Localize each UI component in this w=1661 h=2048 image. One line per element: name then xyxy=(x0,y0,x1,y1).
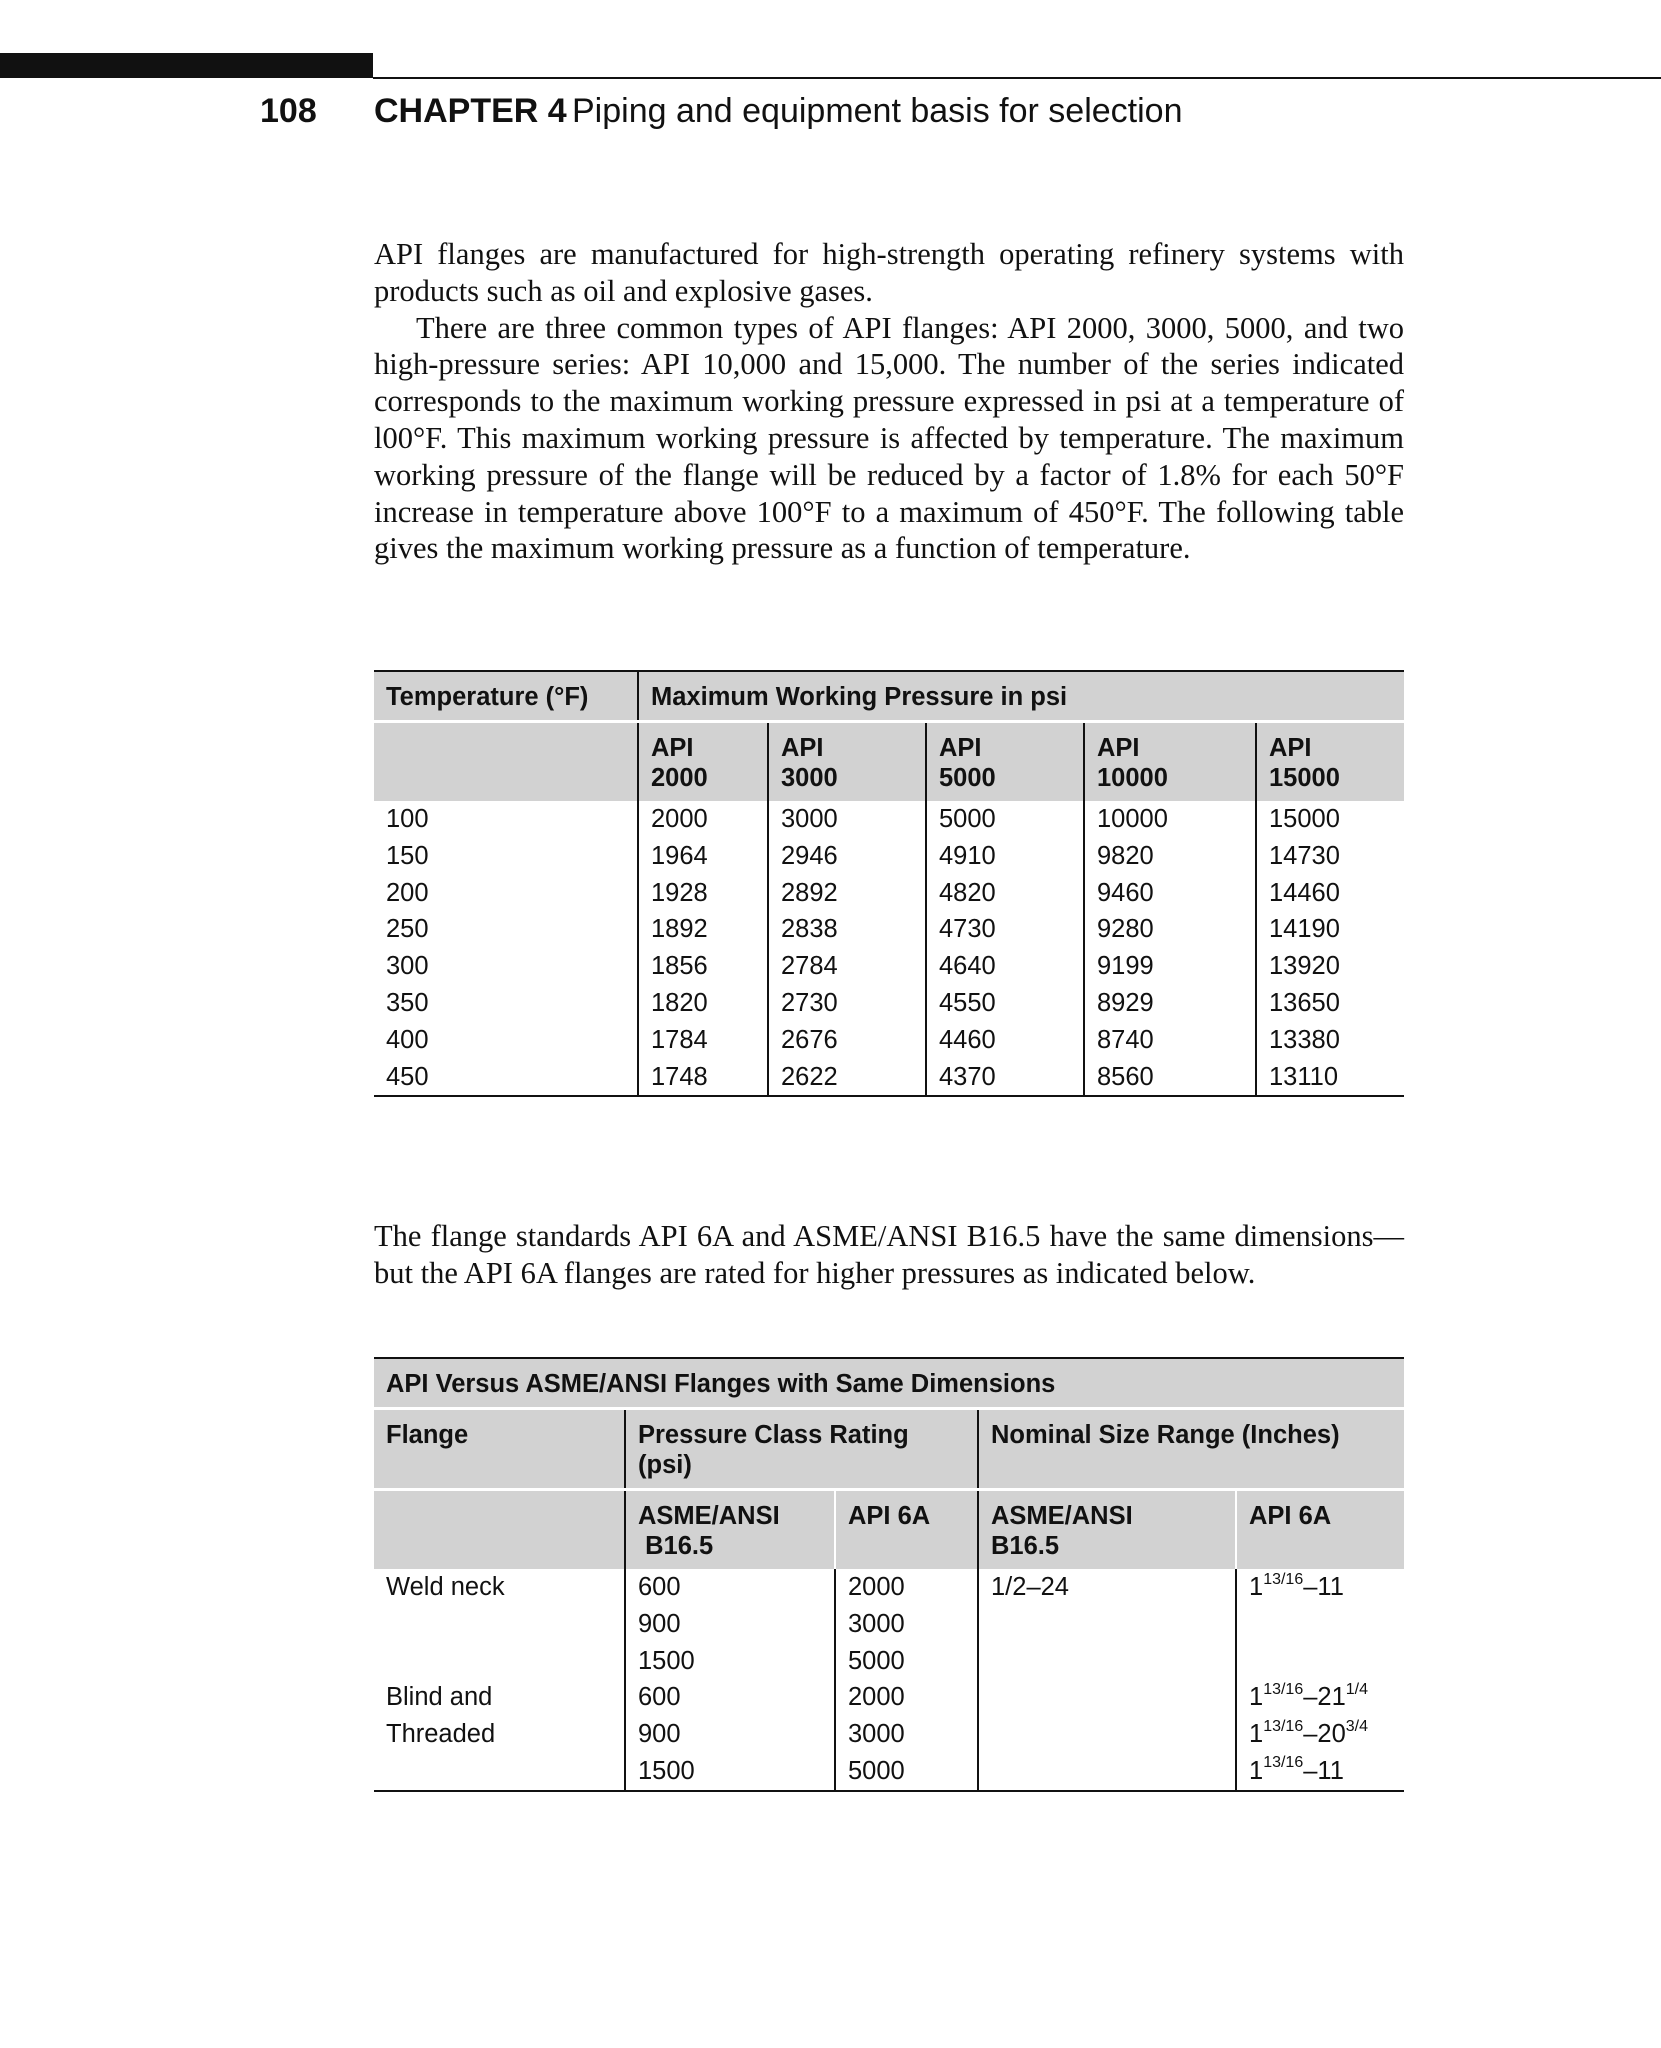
table-row xyxy=(374,1569,1404,1606)
size-upper-fraction: 3/4 xyxy=(1345,1717,1369,1735)
pressure-cell: 15000 xyxy=(1256,801,1404,838)
temperature-cell: 300 xyxy=(386,952,429,981)
pressure-cell: 14730 xyxy=(1256,838,1404,875)
pressure-cell: 14460 xyxy=(1256,875,1404,912)
table-row xyxy=(374,1059,1404,1097)
pressure-cell: 13920 xyxy=(1256,948,1404,985)
sub-header-asme-pressure: ASME/ANSI B16.5 xyxy=(625,1490,835,1570)
asme-pressure-cell: 1500 xyxy=(625,1643,835,1680)
paragraph-api-flanges: API flanges are manufactured for high-strength operating refinery systems with products such as oil and explosive gases. xyxy=(374,237,1404,308)
flange-type-cell xyxy=(374,1753,625,1791)
pressure-cell: 4730 xyxy=(926,911,1084,948)
size-whole: 1 xyxy=(1249,1720,1264,1749)
flange-type-cell: Blind and xyxy=(386,1683,493,1712)
api-pressure-cell: 3000 xyxy=(835,1716,978,1753)
asme-size-cell xyxy=(978,1679,1236,1716)
api-pressure-cell: 2000 xyxy=(835,1679,978,1716)
pressure-cell: 13650 xyxy=(1256,985,1404,1022)
size-whole: 1 xyxy=(1249,1756,1264,1785)
pressure-cell: 9820 xyxy=(1084,838,1256,875)
temperature-cell: 100 xyxy=(386,805,429,833)
pressure-cell: 10000 xyxy=(1084,801,1256,838)
api-pressure-cell: 5000 xyxy=(835,1753,978,1791)
pressure-cell: 4640 xyxy=(926,948,1084,985)
table-row xyxy=(374,1643,1404,1680)
pressure-cell: 5000 xyxy=(926,801,1084,838)
table-row xyxy=(374,985,1404,1022)
api-pressure-cell: 2000 xyxy=(835,1569,978,1606)
flange-table-title: API Versus ASME/ANSI Flanges with Same Dimensions xyxy=(374,1358,1404,1409)
pressure-class-header: Pressure Class Rating (psi) xyxy=(625,1409,978,1490)
temperature-header: Temperature (°F) xyxy=(374,671,638,722)
flange-type-cell xyxy=(374,1606,625,1643)
pressure-cell: 9199 xyxy=(1084,948,1256,985)
api-size-cell xyxy=(1236,1716,1404,1753)
pressure-cell: 4910 xyxy=(926,838,1084,875)
asme-size-cell xyxy=(978,1716,1236,1753)
flange-type-cell: Threaded xyxy=(386,1720,496,1749)
pressure-cell: 4370 xyxy=(926,1059,1084,1097)
max-pressure-header: Maximum Working Pressure in psi xyxy=(638,671,1404,722)
pressure-cell: 2000 xyxy=(638,801,768,838)
pressure-cell: 4460 xyxy=(926,1022,1084,1059)
pressure-cell: 2892 xyxy=(768,875,926,912)
pressure-cell: 8740 xyxy=(1084,1022,1256,1059)
pressure-cell: 1820 xyxy=(638,985,768,1022)
pressure-temperature-table xyxy=(374,670,1404,1097)
size-whole: 1 xyxy=(1249,1573,1264,1601)
pressure-cell: 13110 xyxy=(1256,1059,1404,1097)
sub-header-api-pressure: API 6A xyxy=(835,1490,978,1570)
nominal-size-header: Nominal Size Range (Inches) xyxy=(978,1409,1404,1490)
pressure-cell: 1856 xyxy=(638,948,768,985)
header-rule-thin xyxy=(373,77,1661,79)
size-fraction: 13/16 xyxy=(1263,1680,1304,1698)
pressure-cell: 2622 xyxy=(768,1059,926,1097)
flange-header: Flange xyxy=(374,1409,625,1490)
pressure-cell: 2676 xyxy=(768,1022,926,1059)
temperature-cell: 200 xyxy=(386,878,429,907)
sub-header-asme-size: ASME/ANSI B16.5 xyxy=(978,1490,1236,1570)
pressure-cell: 1964 xyxy=(638,838,768,875)
pressure-cell: 9460 xyxy=(1084,875,1256,912)
col-header-api-10000: API 10000 xyxy=(1084,722,1256,802)
chapter-label: CHAPTER 4 xyxy=(374,92,567,130)
size-whole: 1 xyxy=(1249,1683,1264,1712)
table-row xyxy=(374,1679,1404,1716)
size-upper: –11 xyxy=(1303,1573,1344,1601)
page-number: 108 xyxy=(260,92,317,130)
size-fraction: 13/16 xyxy=(1263,1570,1304,1588)
col-header-api-15000: API 15000 xyxy=(1256,722,1404,802)
asme-size-cell xyxy=(978,1606,1236,1643)
asme-pressure-cell: 600 xyxy=(625,1569,835,1606)
temperature-cell: 150 xyxy=(386,841,429,870)
pressure-cell: 9280 xyxy=(1084,911,1256,948)
pressure-cell: 13380 xyxy=(1256,1022,1404,1059)
size-upper: –21 xyxy=(1303,1683,1346,1712)
asme-size-cell xyxy=(978,1643,1236,1680)
sub-header-api-size: API 6A xyxy=(1236,1490,1404,1570)
api-size-cell xyxy=(1236,1569,1404,1606)
col-header-api-5000: API 5000 xyxy=(926,722,1084,802)
pressure-cell: 1892 xyxy=(638,911,768,948)
pressure-cell: 2838 xyxy=(768,911,926,948)
table-row xyxy=(374,1716,1404,1753)
flange-type-cell: Weld neck xyxy=(386,1573,505,1601)
size-upper: –11 xyxy=(1303,1756,1344,1785)
asme-pressure-cell: 900 xyxy=(625,1606,835,1643)
temperature-cell: 400 xyxy=(386,1025,429,1054)
api-pressure-cell: 3000 xyxy=(835,1606,978,1643)
table-row xyxy=(374,838,1404,875)
pressure-cell: 2784 xyxy=(768,948,926,985)
asme-size-cell xyxy=(978,1753,1236,1791)
temperature-cell: 250 xyxy=(386,915,429,944)
pressure-cell: 8929 xyxy=(1084,985,1256,1022)
table-row xyxy=(374,1753,1404,1791)
flange-standards-text xyxy=(374,1218,1404,1292)
pressure-cell: 2730 xyxy=(768,985,926,1022)
intro-text xyxy=(374,236,1404,567)
pressure-cell: 4550 xyxy=(926,985,1084,1022)
asme-pressure-cell: 600 xyxy=(625,1679,835,1716)
header-spacer xyxy=(374,1490,625,1570)
table-row xyxy=(374,801,1404,838)
header-spacer xyxy=(374,722,638,802)
table-row xyxy=(374,1606,1404,1643)
pressure-cell: 8560 xyxy=(1084,1059,1256,1097)
size-fraction: 13/16 xyxy=(1263,1717,1304,1735)
paragraph-flange-standards: The flange standards API 6A and ASME/ANSI B16.5 have the same dimensions—but the API 6A flanges are rated for higher pressures as indicated below. xyxy=(374,1219,1404,1290)
api-size-cell xyxy=(1236,1753,1404,1791)
size-upper-fraction: 1/4 xyxy=(1345,1680,1369,1698)
table-row xyxy=(374,1022,1404,1059)
col-header-api-2000: API 2000 xyxy=(638,722,768,802)
pressure-cell: 2946 xyxy=(768,838,926,875)
pressure-cell: 4820 xyxy=(926,875,1084,912)
size-fraction: 13/16 xyxy=(1263,1754,1304,1772)
asme-pressure-cell: 900 xyxy=(625,1716,835,1753)
pressure-cell: 1784 xyxy=(638,1022,768,1059)
col-header-api-3000: API 3000 xyxy=(768,722,926,802)
api-size-cell xyxy=(1236,1679,1404,1716)
pressure-cell: 3000 xyxy=(768,801,926,838)
pressure-cell: 14190 xyxy=(1256,911,1404,948)
api-pressure-cell: 5000 xyxy=(835,1643,978,1680)
paragraph-api-types: There are three common types of API flanges: API 2000, 3000, 5000, and two high-pressure series: API 10,000 and 15,000. The number of the series indicated corresponds to the maximum working pressure expressed in psi at a temperature of l00°F. This maximum working pressure is affected by temperature. The maximum working pressure of the flange will be reduced by a factor of 1.8% for each 50°F increase in temperature above 100°F to a maximum of 450°F. The following table gives the maximum working pressure as a function of temperature. xyxy=(374,310,1404,566)
flange-type-cell xyxy=(374,1643,625,1680)
pressure-cell: 1928 xyxy=(638,875,768,912)
pressure-cell: 1748 xyxy=(638,1059,768,1097)
header-rule-thick xyxy=(0,53,373,78)
asme-pressure-cell: 1500 xyxy=(625,1753,835,1791)
size-upper: –20 xyxy=(1303,1720,1346,1749)
temperature-cell: 350 xyxy=(386,988,429,1017)
table-row xyxy=(374,948,1404,985)
temperature-cell: 450 xyxy=(374,1059,638,1097)
table-row xyxy=(374,875,1404,912)
api-size-cell xyxy=(1236,1643,1404,1680)
table-row xyxy=(374,911,1404,948)
chapter-title: Piping and equipment basis for selection xyxy=(572,92,1183,130)
flange-comparison-table xyxy=(374,1357,1404,1792)
api-size-cell xyxy=(1236,1606,1404,1643)
asme-size-cell: 1/2–24 xyxy=(978,1569,1236,1606)
